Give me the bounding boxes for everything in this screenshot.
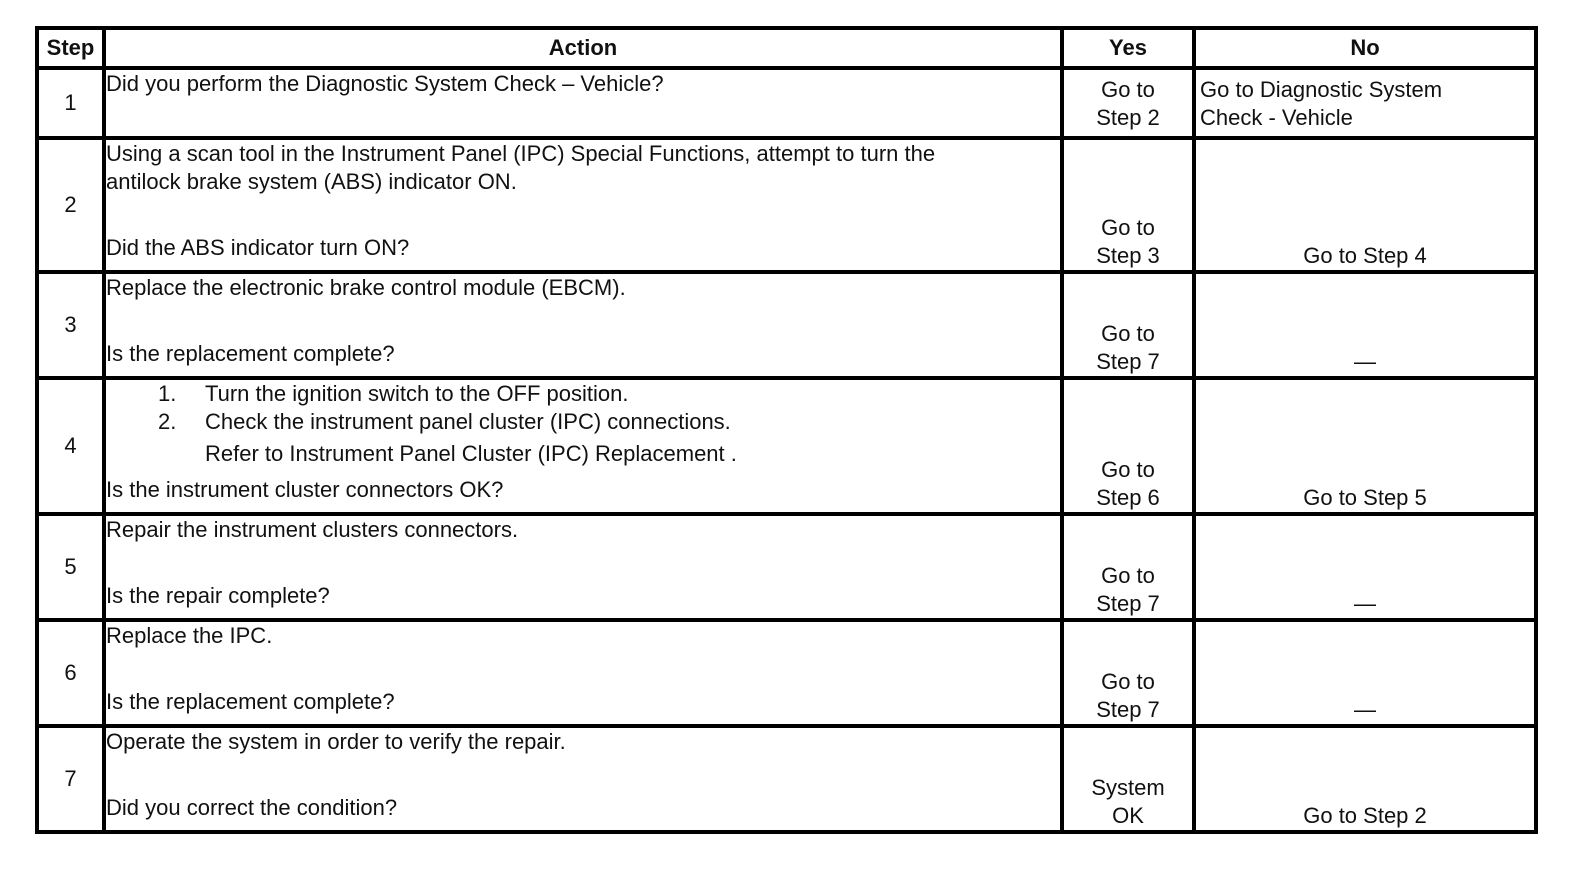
yes-text: Step 7 xyxy=(1096,697,1160,722)
yes-cell xyxy=(1062,726,1194,832)
no-text: Go to Step 4 xyxy=(1303,243,1427,268)
action-text: Using a scan tool in the Instrument Panel (IPC) Special Functions, attempt to turn the xyxy=(106,141,936,166)
yes-text: OK xyxy=(1112,803,1144,828)
no-text: Go to Step 5 xyxy=(1303,485,1427,510)
no-dash: — xyxy=(1354,349,1376,374)
list-item-text: Check the instrument panel cluster (IPC) connections. xyxy=(205,409,731,434)
yes-cell xyxy=(1062,272,1194,378)
yes-text: Step 2 xyxy=(1096,105,1160,130)
no-cell xyxy=(1194,514,1536,620)
header-action: Action xyxy=(104,28,1062,68)
yes-text: Step 3 xyxy=(1096,243,1160,268)
header-row xyxy=(37,28,1536,68)
action-text: Operate the system in order to verify the repair. xyxy=(106,729,566,754)
action-text: Repair the instrument clusters connectors. xyxy=(106,517,519,542)
yes-text: Step 7 xyxy=(1096,349,1160,374)
table-row xyxy=(37,514,1536,620)
header-no: No xyxy=(1194,28,1536,68)
yes-cell xyxy=(1062,138,1194,272)
action-question: Is the instrument cluster connectors OK? xyxy=(106,477,504,502)
no-text: Go to Step 2 xyxy=(1303,803,1427,828)
no-cell xyxy=(1194,726,1536,832)
list-item xyxy=(106,408,1060,436)
yes-text: Go to xyxy=(1101,563,1155,588)
yes-cell xyxy=(1062,620,1194,726)
reference-link[interactable]: Refer to Instrument Panel Cluster (IPC) Replacement . xyxy=(205,441,737,466)
no-cell xyxy=(1194,272,1536,378)
no-dash: — xyxy=(1354,697,1376,722)
step-number: 4 xyxy=(37,378,104,514)
action-cell xyxy=(104,620,1062,726)
yes-text: Step 6 xyxy=(1096,485,1160,510)
yes-text: Go to xyxy=(1101,457,1155,482)
action-question: Is the repair complete? xyxy=(106,583,330,608)
action-cell xyxy=(104,68,1062,138)
table-row xyxy=(37,378,1536,514)
no-dash: — xyxy=(1354,591,1376,616)
no-cell xyxy=(1194,620,1536,726)
action-cell xyxy=(104,272,1062,378)
yes-cell xyxy=(1062,514,1194,620)
header-step: Step xyxy=(37,28,104,68)
yes-text: Go to xyxy=(1101,321,1155,346)
no-text: Go to Diagnostic System xyxy=(1200,77,1443,102)
action-question: Is the replacement complete? xyxy=(106,341,395,366)
table-row xyxy=(37,68,1536,138)
no-cell xyxy=(1194,138,1536,272)
step-number: 1 xyxy=(37,68,104,138)
action-question: Did the ABS indicator turn ON? xyxy=(106,235,410,260)
step-number: 2 xyxy=(37,138,104,272)
yes-text: Step 7 xyxy=(1096,591,1160,616)
list-item xyxy=(106,380,1060,408)
yes-text: Go to xyxy=(1101,77,1155,102)
table-row xyxy=(37,138,1536,272)
diagnostic-table-container xyxy=(35,26,1534,834)
action-text: antilock brake system (ABS) indicator ON. xyxy=(106,169,517,194)
list-item-number: 1. xyxy=(158,381,177,406)
action-cell xyxy=(104,726,1062,832)
header-yes: Yes xyxy=(1062,28,1194,68)
yes-text: Go to xyxy=(1101,669,1155,694)
yes-cell xyxy=(1062,68,1194,138)
yes-text: Go to xyxy=(1101,215,1155,240)
step-number: 5 xyxy=(37,514,104,620)
yes-cell xyxy=(1062,378,1194,514)
action-cell xyxy=(104,138,1062,272)
action-text: Did you perform the Diagnostic System Check – Vehicle? xyxy=(106,71,664,96)
no-cell xyxy=(1194,68,1536,138)
yes-text: System xyxy=(1091,775,1165,800)
no-text: Check - Vehicle xyxy=(1200,105,1353,130)
action-cell xyxy=(104,378,1062,514)
list-item-number: 2. xyxy=(158,409,177,434)
no-cell xyxy=(1194,378,1536,514)
action-cell xyxy=(104,514,1062,620)
action-question: Is the replacement complete? xyxy=(106,689,395,714)
step-number: 3 xyxy=(37,272,104,378)
table-row xyxy=(37,620,1536,726)
step-number: 6 xyxy=(37,620,104,726)
step-number: 7 xyxy=(37,726,104,832)
action-text: Replace the IPC. xyxy=(106,623,273,648)
action-text: Replace the electronic brake control module (EBCM). xyxy=(106,275,626,300)
action-question: Did you correct the condition? xyxy=(106,795,398,820)
diagnostic-table xyxy=(35,26,1538,834)
list-item-text: Turn the ignition switch to the OFF position. xyxy=(205,381,629,406)
table-row xyxy=(37,726,1536,832)
table-row xyxy=(37,272,1536,378)
